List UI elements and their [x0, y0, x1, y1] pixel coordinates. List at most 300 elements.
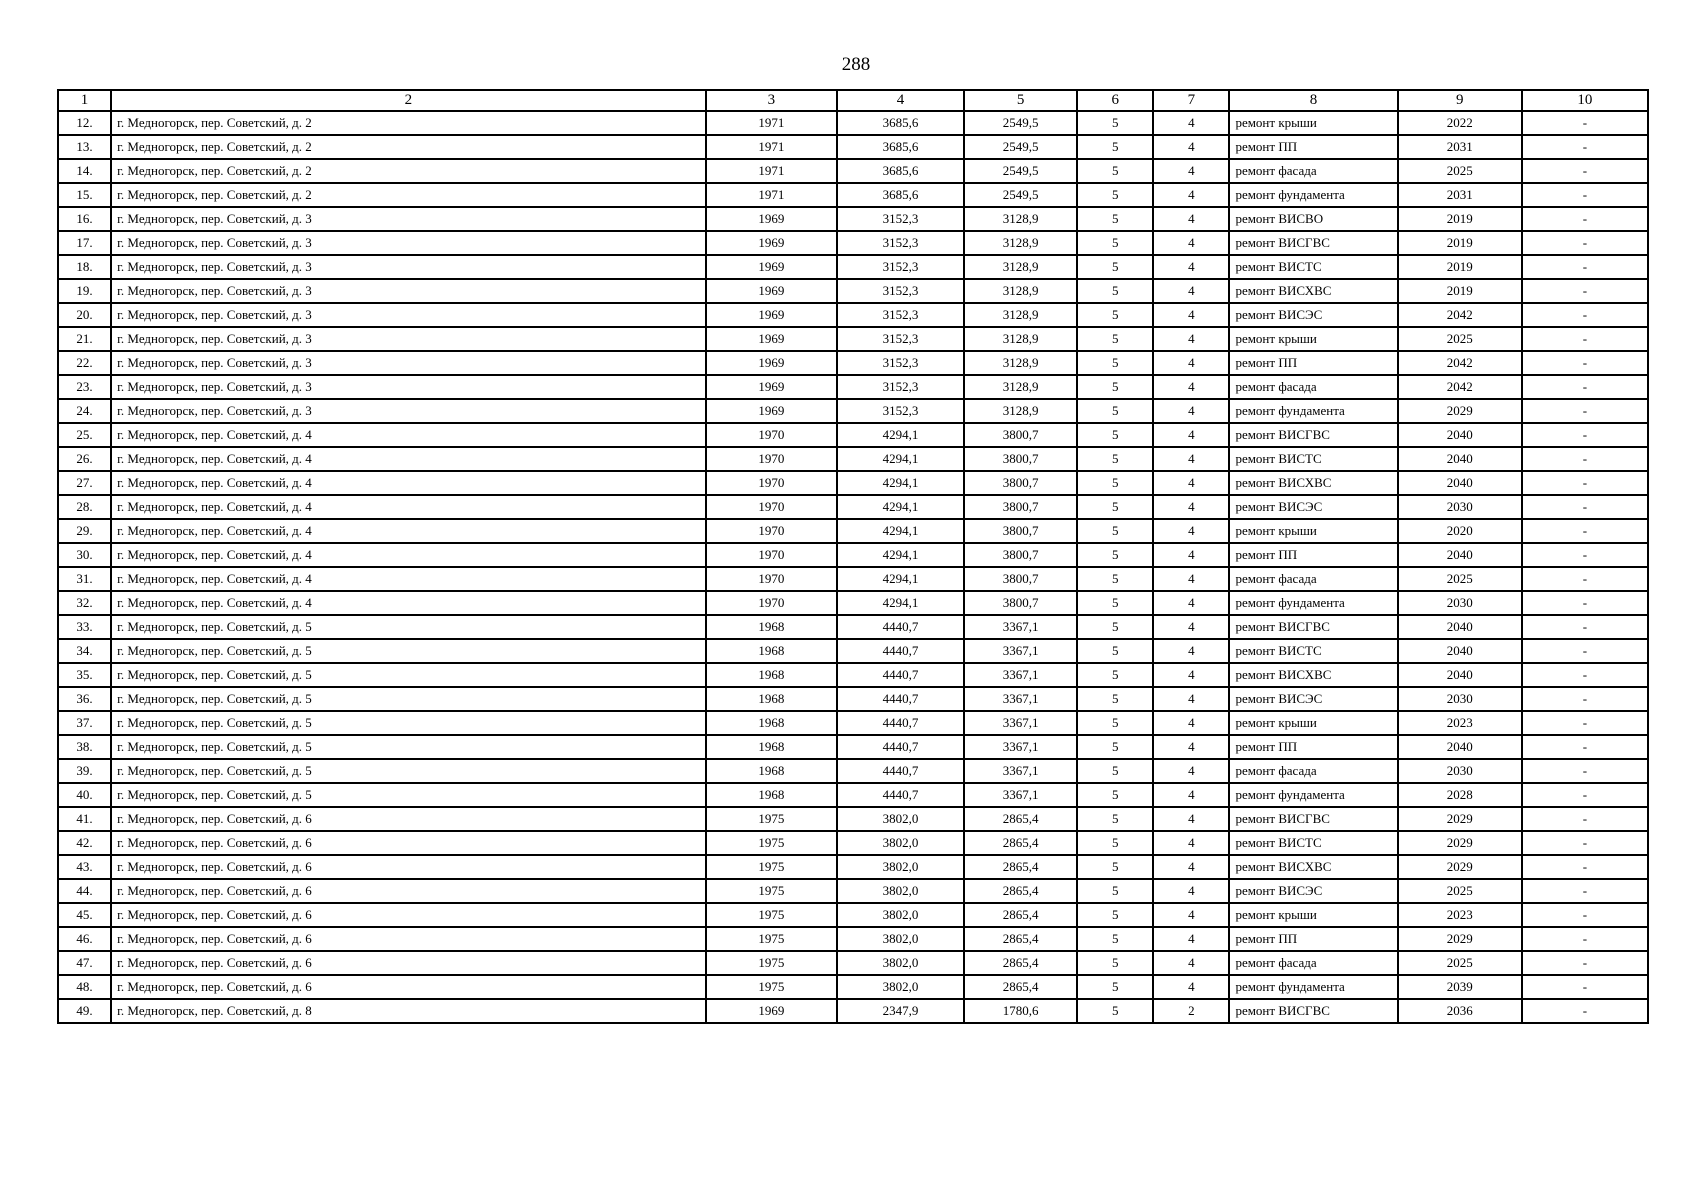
- cell-row-number: 46.: [58, 927, 111, 951]
- cell-planned-year: 2031: [1398, 183, 1522, 207]
- cell-work-type: ремонт ВИСТС: [1229, 831, 1397, 855]
- cell-entrances: 4: [1153, 855, 1229, 879]
- table-row: [58, 711, 1648, 735]
- cell-year-built: 1970: [706, 471, 837, 495]
- cell-living-area: 3367,1: [964, 711, 1077, 735]
- cell-living-area: 2865,4: [964, 831, 1077, 855]
- cell-entrances: 4: [1153, 735, 1229, 759]
- cell-floors: 5: [1077, 735, 1153, 759]
- cell-total-area: 4294,1: [837, 591, 964, 615]
- table-row: [58, 759, 1648, 783]
- cell-note: -: [1522, 159, 1648, 183]
- cell-note: -: [1522, 183, 1648, 207]
- cell-entrances: 4: [1153, 591, 1229, 615]
- cell-living-area: 3800,7: [964, 423, 1077, 447]
- cell-work-type: ремонт ПП: [1229, 135, 1397, 159]
- cell-note: -: [1522, 543, 1648, 567]
- cell-entrances: 4: [1153, 663, 1229, 687]
- cell-note: -: [1522, 519, 1648, 543]
- cell-floors: 5: [1077, 879, 1153, 903]
- table-row: [58, 135, 1648, 159]
- cell-living-area: 3128,9: [964, 231, 1077, 255]
- cell-total-area: 3152,3: [837, 351, 964, 375]
- cell-address: г. Медногорск, пер. Советский, д. 2: [111, 135, 706, 159]
- cell-address: г. Медногорск, пер. Советский, д. 3: [111, 207, 706, 231]
- cell-row-number: 28.: [58, 495, 111, 519]
- cell-floors: 5: [1077, 279, 1153, 303]
- cell-living-area: 2865,4: [964, 927, 1077, 951]
- cell-living-area: 3367,1: [964, 759, 1077, 783]
- table-row: [58, 207, 1648, 231]
- cell-total-area: 3152,3: [837, 207, 964, 231]
- cell-row-number: 29.: [58, 519, 111, 543]
- cell-floors: 5: [1077, 663, 1153, 687]
- cell-floors: 5: [1077, 399, 1153, 423]
- cell-address: г. Медногорск, пер. Советский, д. 6: [111, 879, 706, 903]
- cell-living-area: 3128,9: [964, 207, 1077, 231]
- cell-address: г. Медногорск, пер. Советский, д. 6: [111, 855, 706, 879]
- table-row: [58, 255, 1648, 279]
- cell-address: г. Медногорск, пер. Советский, д. 3: [111, 231, 706, 255]
- table-row: [58, 159, 1648, 183]
- cell-year-built: 1968: [706, 615, 837, 639]
- cell-planned-year: 2039: [1398, 975, 1522, 999]
- cell-entrances: 4: [1153, 327, 1229, 351]
- cell-living-area: 2549,5: [964, 135, 1077, 159]
- cell-year-built: 1975: [706, 807, 837, 831]
- cell-total-area: 4440,7: [837, 735, 964, 759]
- cell-total-area: 2347,9: [837, 999, 964, 1023]
- cell-row-number: 26.: [58, 447, 111, 471]
- cell-address: г. Медногорск, пер. Советский, д. 5: [111, 759, 706, 783]
- cell-entrances: 4: [1153, 231, 1229, 255]
- cell-year-built: 1969: [706, 375, 837, 399]
- cell-note: -: [1522, 711, 1648, 735]
- cell-floors: 5: [1077, 591, 1153, 615]
- cell-note: -: [1522, 471, 1648, 495]
- table-row: [58, 735, 1648, 759]
- cell-entrances: 4: [1153, 399, 1229, 423]
- cell-address: г. Медногорск, пер. Советский, д. 4: [111, 447, 706, 471]
- cell-year-built: 1969: [706, 351, 837, 375]
- table-row: [58, 999, 1648, 1023]
- cell-work-type: ремонт фасада: [1229, 951, 1397, 975]
- table-body: [58, 111, 1648, 1023]
- cell-planned-year: 2025: [1398, 327, 1522, 351]
- cell-living-area: 3800,7: [964, 543, 1077, 567]
- table-row: [58, 351, 1648, 375]
- cell-total-area: 4294,1: [837, 495, 964, 519]
- cell-entrances: 4: [1153, 567, 1229, 591]
- cell-note: -: [1522, 807, 1648, 831]
- cell-year-built: 1969: [706, 303, 837, 327]
- cell-row-number: 30.: [58, 543, 111, 567]
- cell-living-area: 3367,1: [964, 663, 1077, 687]
- cell-entrances: 4: [1153, 111, 1229, 135]
- cell-floors: 5: [1077, 639, 1153, 663]
- table-row: [58, 903, 1648, 927]
- cell-entrances: 4: [1153, 927, 1229, 951]
- cell-living-area: 3800,7: [964, 519, 1077, 543]
- cell-row-number: 34.: [58, 639, 111, 663]
- cell-entrances: 4: [1153, 471, 1229, 495]
- table-row: [58, 687, 1648, 711]
- cell-year-built: 1975: [706, 927, 837, 951]
- table-row: [58, 783, 1648, 807]
- cell-work-type: ремонт ВИСЭС: [1229, 687, 1397, 711]
- cell-row-number: 37.: [58, 711, 111, 735]
- cell-note: -: [1522, 615, 1648, 639]
- cell-floors: 5: [1077, 951, 1153, 975]
- cell-year-built: 1975: [706, 975, 837, 999]
- cell-address: г. Медногорск, пер. Советский, д. 3: [111, 303, 706, 327]
- cell-living-area: 3367,1: [964, 639, 1077, 663]
- table-row: [58, 303, 1648, 327]
- cell-year-built: 1971: [706, 111, 837, 135]
- cell-row-number: 22.: [58, 351, 111, 375]
- cell-row-number: 48.: [58, 975, 111, 999]
- cell-row-number: 32.: [58, 591, 111, 615]
- cell-address: г. Медногорск, пер. Советский, д. 4: [111, 471, 706, 495]
- cell-planned-year: 2029: [1398, 399, 1522, 423]
- cell-planned-year: 2040: [1398, 471, 1522, 495]
- cell-living-area: 2865,4: [964, 807, 1077, 831]
- cell-total-area: 3802,0: [837, 975, 964, 999]
- cell-work-type: ремонт крыши: [1229, 519, 1397, 543]
- cell-planned-year: 2040: [1398, 663, 1522, 687]
- cell-year-built: 1970: [706, 519, 837, 543]
- cell-living-area: 2865,4: [964, 951, 1077, 975]
- cell-address: г. Медногорск, пер. Советский, д. 2: [111, 159, 706, 183]
- cell-work-type: ремонт ВИСГВС: [1229, 615, 1397, 639]
- cell-work-type: ремонт фундамента: [1229, 591, 1397, 615]
- cell-year-built: 1969: [706, 399, 837, 423]
- cell-planned-year: 2040: [1398, 423, 1522, 447]
- cell-floors: 5: [1077, 207, 1153, 231]
- cell-work-type: ремонт фундамента: [1229, 975, 1397, 999]
- page-number: 288: [841, 54, 871, 75]
- cell-entrances: 2: [1153, 999, 1229, 1023]
- cell-work-type: ремонт ВИСВО: [1229, 207, 1397, 231]
- cell-work-type: ремонт крыши: [1229, 711, 1397, 735]
- cell-total-area: 3685,6: [837, 111, 964, 135]
- cell-total-area: 4440,7: [837, 687, 964, 711]
- cell-entrances: 4: [1153, 303, 1229, 327]
- cell-total-area: 4294,1: [837, 423, 964, 447]
- cell-floors: 5: [1077, 927, 1153, 951]
- cell-row-number: 12.: [58, 111, 111, 135]
- cell-address: г. Медногорск, пер. Советский, д. 3: [111, 375, 706, 399]
- cell-living-area: 2865,4: [964, 879, 1077, 903]
- table-row: [58, 567, 1648, 591]
- table-row: [58, 831, 1648, 855]
- cell-floors: 5: [1077, 903, 1153, 927]
- cell-note: -: [1522, 111, 1648, 135]
- cell-living-area: 3800,7: [964, 447, 1077, 471]
- cell-entrances: 4: [1153, 783, 1229, 807]
- cell-year-built: 1968: [706, 687, 837, 711]
- cell-planned-year: 2019: [1398, 207, 1522, 231]
- cell-planned-year: 2040: [1398, 543, 1522, 567]
- cell-entrances: 4: [1153, 807, 1229, 831]
- cell-year-built: 1971: [706, 183, 837, 207]
- cell-year-built: 1975: [706, 903, 837, 927]
- cell-living-area: 3128,9: [964, 327, 1077, 351]
- cell-planned-year: 2029: [1398, 807, 1522, 831]
- cell-row-number: 42.: [58, 831, 111, 855]
- cell-address: г. Медногорск, пер. Советский, д. 4: [111, 543, 706, 567]
- cell-planned-year: 2029: [1398, 831, 1522, 855]
- cell-row-number: 20.: [58, 303, 111, 327]
- cell-year-built: 1970: [706, 567, 837, 591]
- cell-row-number: 23.: [58, 375, 111, 399]
- cell-row-number: 45.: [58, 903, 111, 927]
- cell-work-type: ремонт ПП: [1229, 735, 1397, 759]
- cell-planned-year: 2030: [1398, 591, 1522, 615]
- cell-row-number: 39.: [58, 759, 111, 783]
- cell-floors: 5: [1077, 495, 1153, 519]
- cell-living-area: 2549,5: [964, 183, 1077, 207]
- cell-year-built: 1969: [706, 279, 837, 303]
- cell-floors: 5: [1077, 999, 1153, 1023]
- cell-note: -: [1522, 663, 1648, 687]
- cell-total-area: 4440,7: [837, 783, 964, 807]
- cell-address: г. Медногорск, пер. Советский, д. 5: [111, 639, 706, 663]
- cell-year-built: 1968: [706, 783, 837, 807]
- cell-work-type: ремонт ВИСЭС: [1229, 879, 1397, 903]
- cell-total-area: 4294,1: [837, 447, 964, 471]
- cell-floors: 5: [1077, 303, 1153, 327]
- cell-note: -: [1522, 735, 1648, 759]
- cell-floors: 5: [1077, 471, 1153, 495]
- register-table: [57, 89, 1649, 1024]
- cell-note: -: [1522, 639, 1648, 663]
- cell-entrances: 4: [1153, 687, 1229, 711]
- column-header: 6: [1077, 90, 1153, 111]
- cell-total-area: 4440,7: [837, 639, 964, 663]
- table-row: [58, 375, 1648, 399]
- cell-living-area: 3128,9: [964, 255, 1077, 279]
- cell-work-type: ремонт фасада: [1229, 759, 1397, 783]
- cell-total-area: 3802,0: [837, 927, 964, 951]
- cell-row-number: 13.: [58, 135, 111, 159]
- cell-entrances: 4: [1153, 615, 1229, 639]
- cell-planned-year: 2029: [1398, 855, 1522, 879]
- cell-note: -: [1522, 279, 1648, 303]
- cell-row-number: 18.: [58, 255, 111, 279]
- cell-work-type: ремонт ВИСТС: [1229, 639, 1397, 663]
- cell-planned-year: 2028: [1398, 783, 1522, 807]
- cell-living-area: 3800,7: [964, 471, 1077, 495]
- cell-address: г. Медногорск, пер. Советский, д. 3: [111, 279, 706, 303]
- cell-work-type: ремонт ПП: [1229, 543, 1397, 567]
- cell-planned-year: 2040: [1398, 735, 1522, 759]
- cell-living-area: 2549,5: [964, 159, 1077, 183]
- cell-address: г. Медногорск, пер. Советский, д. 5: [111, 663, 706, 687]
- column-header: 1: [58, 90, 111, 111]
- cell-note: -: [1522, 927, 1648, 951]
- cell-planned-year: 2022: [1398, 111, 1522, 135]
- cell-planned-year: 2025: [1398, 567, 1522, 591]
- cell-note: -: [1522, 687, 1648, 711]
- table-row: [58, 111, 1648, 135]
- cell-address: г. Медногорск, пер. Советский, д. 4: [111, 423, 706, 447]
- cell-living-area: 3800,7: [964, 567, 1077, 591]
- cell-work-type: ремонт ВИСЭС: [1229, 495, 1397, 519]
- cell-total-area: 3152,3: [837, 399, 964, 423]
- cell-row-number: 41.: [58, 807, 111, 831]
- cell-total-area: 3152,3: [837, 255, 964, 279]
- cell-note: -: [1522, 999, 1648, 1023]
- cell-work-type: ремонт фундамента: [1229, 783, 1397, 807]
- table-row: [58, 975, 1648, 999]
- cell-row-number: 44.: [58, 879, 111, 903]
- cell-total-area: 4440,7: [837, 711, 964, 735]
- cell-row-number: 43.: [58, 855, 111, 879]
- cell-planned-year: 2036: [1398, 999, 1522, 1023]
- cell-note: -: [1522, 207, 1648, 231]
- cell-entrances: 4: [1153, 207, 1229, 231]
- cell-entrances: 4: [1153, 519, 1229, 543]
- cell-living-area: 3367,1: [964, 615, 1077, 639]
- column-header: 7: [1153, 90, 1229, 111]
- cell-year-built: 1975: [706, 879, 837, 903]
- cell-living-area: 2549,5: [964, 111, 1077, 135]
- cell-row-number: 36.: [58, 687, 111, 711]
- cell-total-area: 4294,1: [837, 543, 964, 567]
- table-row: [58, 327, 1648, 351]
- cell-year-built: 1971: [706, 135, 837, 159]
- cell-work-type: ремонт фундамента: [1229, 183, 1397, 207]
- cell-planned-year: 2029: [1398, 927, 1522, 951]
- cell-year-built: 1968: [706, 759, 837, 783]
- cell-work-type: ремонт ПП: [1229, 351, 1397, 375]
- cell-planned-year: 2040: [1398, 639, 1522, 663]
- cell-entrances: 4: [1153, 903, 1229, 927]
- cell-work-type: ремонт ВИСГВС: [1229, 423, 1397, 447]
- cell-row-number: 25.: [58, 423, 111, 447]
- cell-floors: 5: [1077, 543, 1153, 567]
- table-row: [58, 279, 1648, 303]
- cell-note: -: [1522, 879, 1648, 903]
- cell-living-area: 3128,9: [964, 375, 1077, 399]
- cell-year-built: 1975: [706, 951, 837, 975]
- cell-total-area: 3685,6: [837, 159, 964, 183]
- cell-year-built: 1968: [706, 663, 837, 687]
- cell-living-area: 3800,7: [964, 591, 1077, 615]
- cell-row-number: 33.: [58, 615, 111, 639]
- cell-total-area: 3152,3: [837, 303, 964, 327]
- cell-entrances: 4: [1153, 159, 1229, 183]
- cell-total-area: 4440,7: [837, 759, 964, 783]
- cell-living-area: 3367,1: [964, 687, 1077, 711]
- cell-floors: 5: [1077, 831, 1153, 855]
- cell-total-area: 3152,3: [837, 375, 964, 399]
- cell-floors: 5: [1077, 447, 1153, 471]
- cell-total-area: 4440,7: [837, 615, 964, 639]
- cell-work-type: ремонт ВИСХВС: [1229, 279, 1397, 303]
- cell-work-type: ремонт фасада: [1229, 375, 1397, 399]
- cell-floors: 5: [1077, 807, 1153, 831]
- cell-entrances: 4: [1153, 495, 1229, 519]
- table-row: [58, 927, 1648, 951]
- cell-row-number: 47.: [58, 951, 111, 975]
- cell-row-number: 27.: [58, 471, 111, 495]
- cell-year-built: 1970: [706, 495, 837, 519]
- cell-entrances: 4: [1153, 711, 1229, 735]
- cell-floors: 5: [1077, 255, 1153, 279]
- table-row: [58, 231, 1648, 255]
- cell-entrances: 4: [1153, 951, 1229, 975]
- cell-planned-year: 2023: [1398, 711, 1522, 735]
- column-header: 2: [111, 90, 706, 111]
- cell-planned-year: 2023: [1398, 903, 1522, 927]
- table-row: [58, 543, 1648, 567]
- cell-total-area: 3802,0: [837, 951, 964, 975]
- cell-note: -: [1522, 375, 1648, 399]
- cell-planned-year: 2040: [1398, 615, 1522, 639]
- cell-note: -: [1522, 399, 1648, 423]
- cell-entrances: 4: [1153, 375, 1229, 399]
- cell-work-type: ремонт ПП: [1229, 927, 1397, 951]
- table-row: [58, 399, 1648, 423]
- cell-work-type: ремонт ВИСХВС: [1229, 471, 1397, 495]
- cell-total-area: 3152,3: [837, 327, 964, 351]
- cell-address: г. Медногорск, пер. Советский, д. 3: [111, 399, 706, 423]
- cell-address: г. Медногорск, пер. Советский, д. 5: [111, 735, 706, 759]
- cell-total-area: 3685,6: [837, 183, 964, 207]
- cell-address: г. Медногорск, пер. Советский, д. 3: [111, 255, 706, 279]
- cell-year-built: 1968: [706, 639, 837, 663]
- table-row: [58, 807, 1648, 831]
- cell-total-area: 4440,7: [837, 663, 964, 687]
- cell-living-area: 1780,6: [964, 999, 1077, 1023]
- cell-floors: 5: [1077, 855, 1153, 879]
- cell-note: -: [1522, 303, 1648, 327]
- table-row: [58, 639, 1648, 663]
- cell-note: -: [1522, 495, 1648, 519]
- cell-planned-year: 2030: [1398, 687, 1522, 711]
- cell-floors: 5: [1077, 135, 1153, 159]
- cell-note: -: [1522, 255, 1648, 279]
- cell-entrances: 4: [1153, 543, 1229, 567]
- cell-work-type: ремонт ВИСГВС: [1229, 231, 1397, 255]
- column-header: 9: [1398, 90, 1522, 111]
- cell-work-type: ремонт фундамента: [1229, 399, 1397, 423]
- cell-floors: 5: [1077, 159, 1153, 183]
- cell-planned-year: 2025: [1398, 879, 1522, 903]
- header-row: [58, 90, 1648, 111]
- column-header: 5: [964, 90, 1077, 111]
- cell-floors: 5: [1077, 231, 1153, 255]
- cell-row-number: 14.: [58, 159, 111, 183]
- cell-work-type: ремонт ВИСТС: [1229, 447, 1397, 471]
- cell-address: г. Медногорск, пер. Советский, д. 2: [111, 183, 706, 207]
- cell-living-area: 3367,1: [964, 783, 1077, 807]
- cell-note: -: [1522, 327, 1648, 351]
- cell-living-area: 3367,1: [964, 735, 1077, 759]
- cell-address: г. Медногорск, пер. Советский, д. 5: [111, 615, 706, 639]
- cell-note: -: [1522, 351, 1648, 375]
- cell-floors: 5: [1077, 327, 1153, 351]
- cell-year-built: 1968: [706, 711, 837, 735]
- cell-note: -: [1522, 135, 1648, 159]
- cell-year-built: 1969: [706, 999, 837, 1023]
- cell-entrances: 4: [1153, 759, 1229, 783]
- cell-living-area: 3800,7: [964, 495, 1077, 519]
- cell-address: г. Медногорск, пер. Советский, д. 3: [111, 327, 706, 351]
- cell-living-area: 3128,9: [964, 279, 1077, 303]
